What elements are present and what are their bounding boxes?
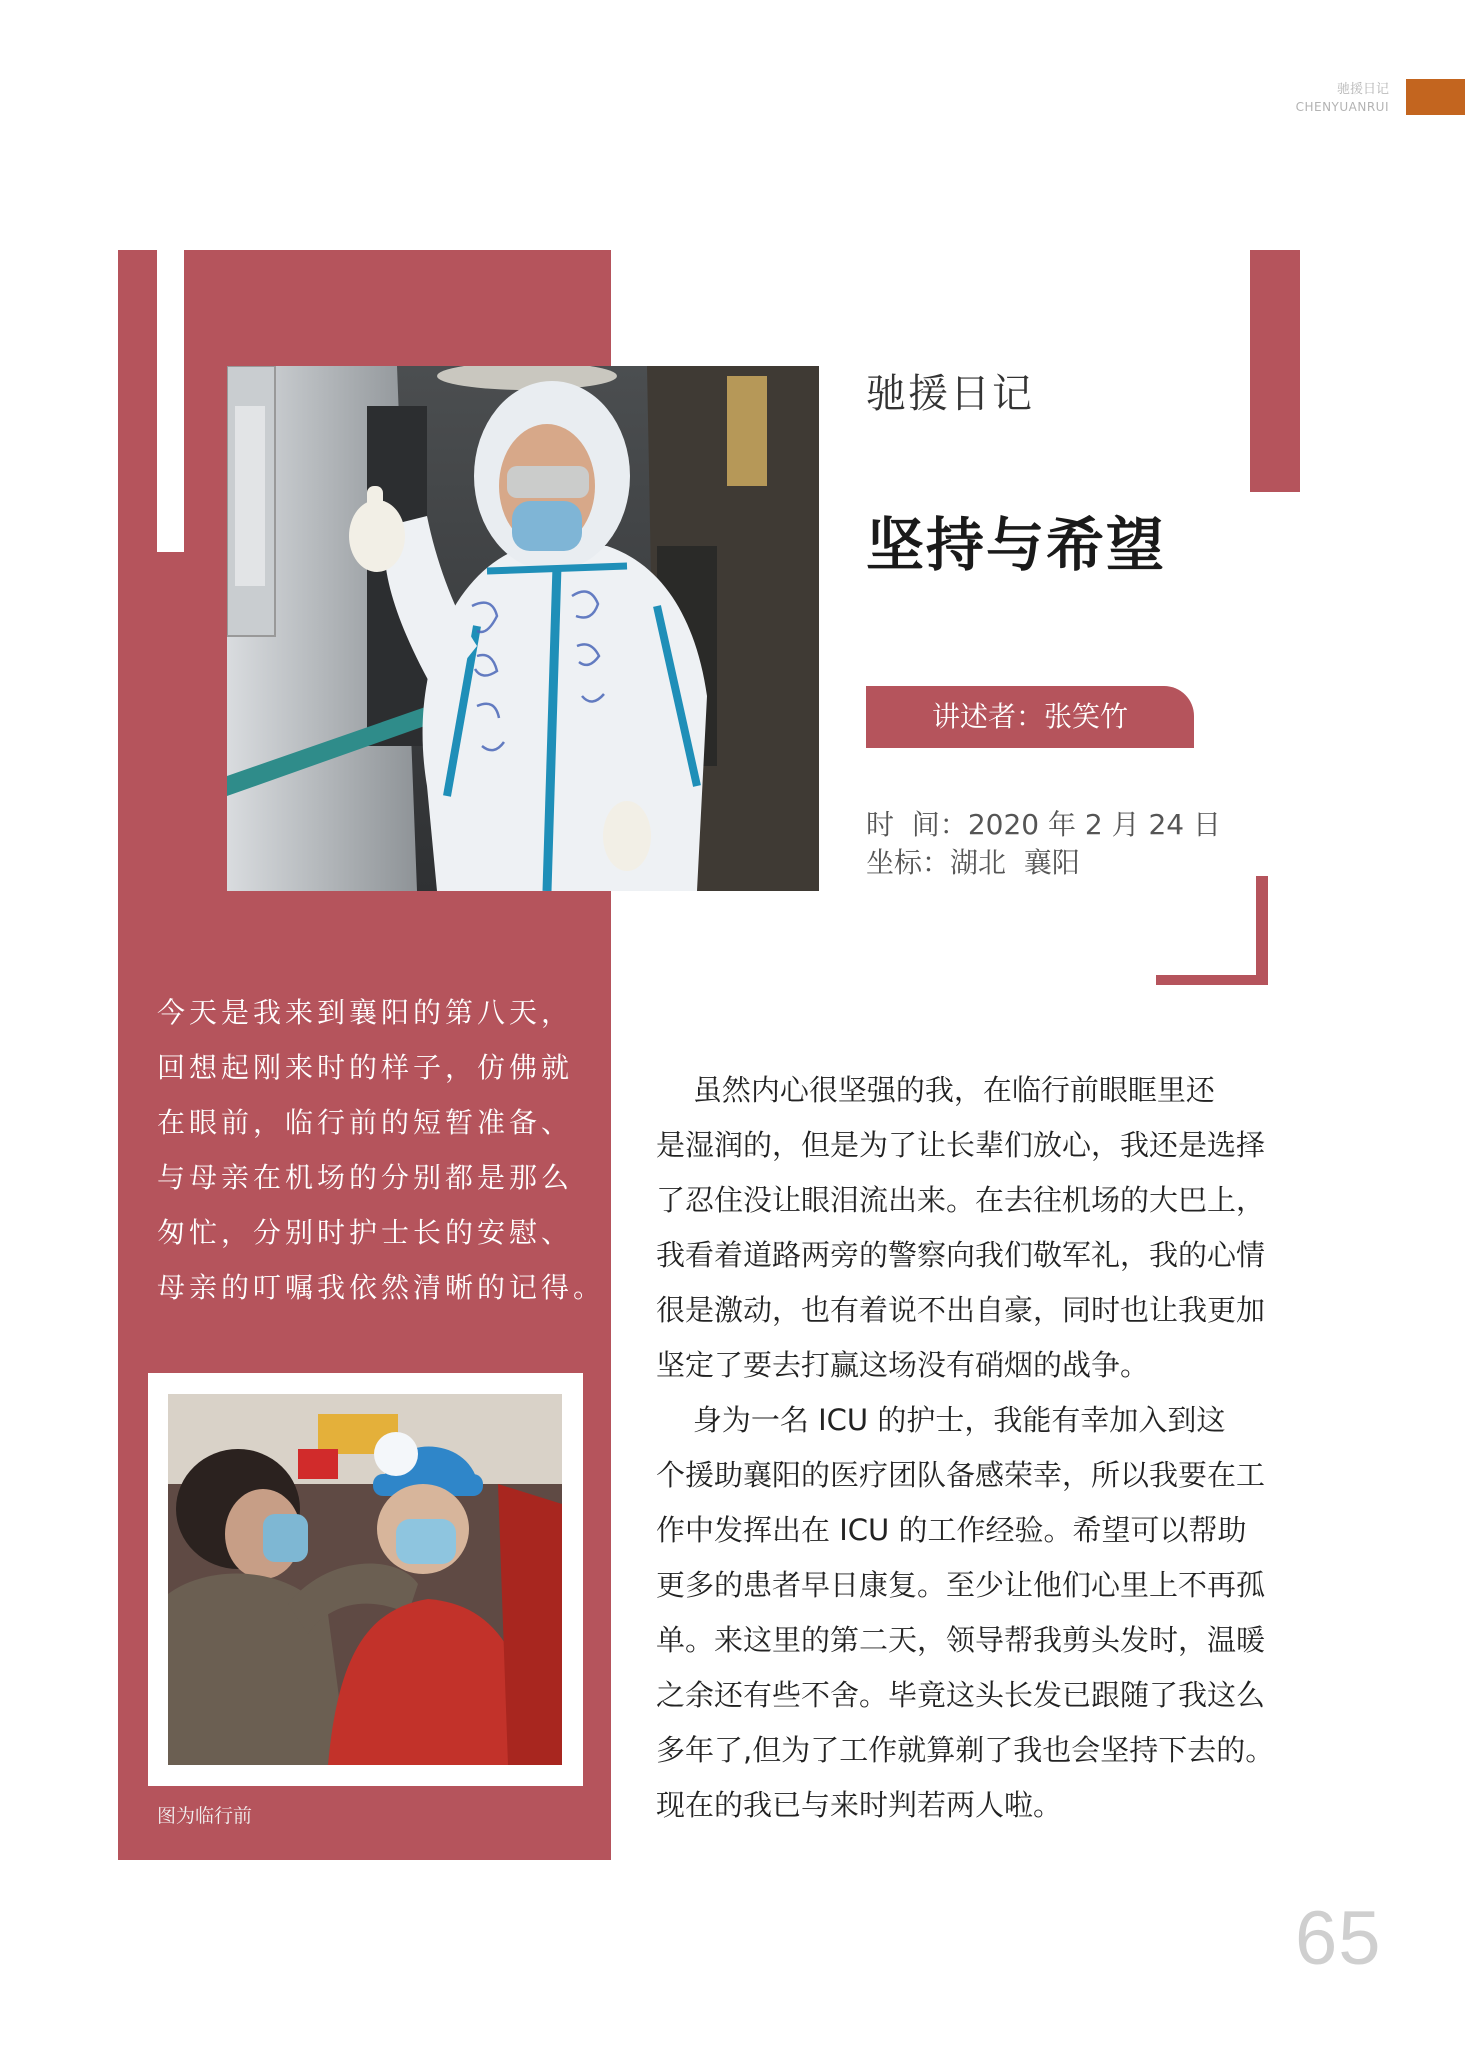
body-line: 更多的患者早日康复。至少让他们心里上不再孤 xyxy=(656,1568,1266,1602)
corner-bracket-vertical xyxy=(1256,876,1268,985)
left-white-bar xyxy=(157,250,184,552)
article-body xyxy=(656,1063,1300,1833)
narrator-badge: 讲述者：张笑竹 xyxy=(866,686,1194,748)
body-line: 身为一名 ICU 的护士，我能有幸加入到这 xyxy=(656,1403,1226,1437)
quote-line: 母亲的叮嘱我依然清晰的记得。 xyxy=(157,1271,606,1304)
nurse-protective-suit-photo xyxy=(227,366,819,891)
time-value: 2020 年 2 月 24 日 xyxy=(967,808,1222,841)
body-line: 坚定了要去打赢这场没有硝烟的战争。 xyxy=(656,1348,1150,1382)
quote-line: 回想起刚来时的样子，仿佛就 xyxy=(157,1051,574,1084)
body-line: 是湿润的，但是为了让长辈们放心，我还是选择 xyxy=(656,1128,1266,1162)
corner-bracket-horizontal xyxy=(1156,975,1268,985)
body-line: 现在的我已与来时判若两人啦。 xyxy=(656,1788,1063,1822)
body-line: 作中发挥出在 ICU 的工作经验。希望可以帮助 xyxy=(656,1513,1247,1547)
time-label: 时 间： xyxy=(866,808,968,841)
time-line xyxy=(866,806,1221,844)
right-red-bar xyxy=(1250,250,1300,492)
column-name-en: CHENYUANRUI xyxy=(1295,100,1389,114)
farewell-with-mother-photo xyxy=(168,1394,562,1765)
body-line: 虽然内心很坚强的我，在临行前眼眶里还 xyxy=(656,1073,1215,1107)
body-line: 我看着道路两旁的警察向我们敬军礼，我的心情 xyxy=(656,1238,1266,1272)
section-title: 驰援日记 xyxy=(866,371,1034,417)
place-label: 坐标： xyxy=(866,846,951,879)
place-line xyxy=(866,844,1221,882)
body-line: 之余还有些不舍。毕竟这头长发已跟随了我这么 xyxy=(656,1678,1266,1712)
quote-line: 与母亲在机场的分别都是那么 xyxy=(157,1161,574,1194)
page-number: 65 xyxy=(1295,1896,1382,1981)
body-line: 很是激动，也有着说不出自豪，同时也让我更加 xyxy=(656,1293,1266,1327)
place-value: 湖北 襄阳 xyxy=(950,846,1080,879)
photo-caption: 图为临行前 xyxy=(157,1805,253,1827)
body-line: 了忍住没让眼泪流出来。在去往机场的大巴上， xyxy=(656,1183,1266,1217)
quote-line: 在眼前，临行前的短暂准备、 xyxy=(157,1106,574,1139)
quote-line: 今天是我来到襄阳的第八天， xyxy=(157,996,574,1029)
body-line: 单。来这里的第二天，领导帮我剪头发时，温暖 xyxy=(656,1623,1266,1657)
quote-line: 匆忙，分别时护士长的安慰、 xyxy=(157,1216,574,1249)
body-line: 个援助襄阳的医疗团队备感荣幸，所以我要在工 xyxy=(656,1458,1266,1492)
header-color-block xyxy=(1406,79,1465,115)
column-name: 驰援日记 xyxy=(1336,82,1389,97)
article-meta xyxy=(866,806,1221,882)
body-line: 多年了,但为了工作就算剃了我也会坚持下去的。 xyxy=(656,1733,1275,1767)
article-title: 坚持与希望 xyxy=(866,511,1167,579)
pull-quote xyxy=(157,985,606,1315)
